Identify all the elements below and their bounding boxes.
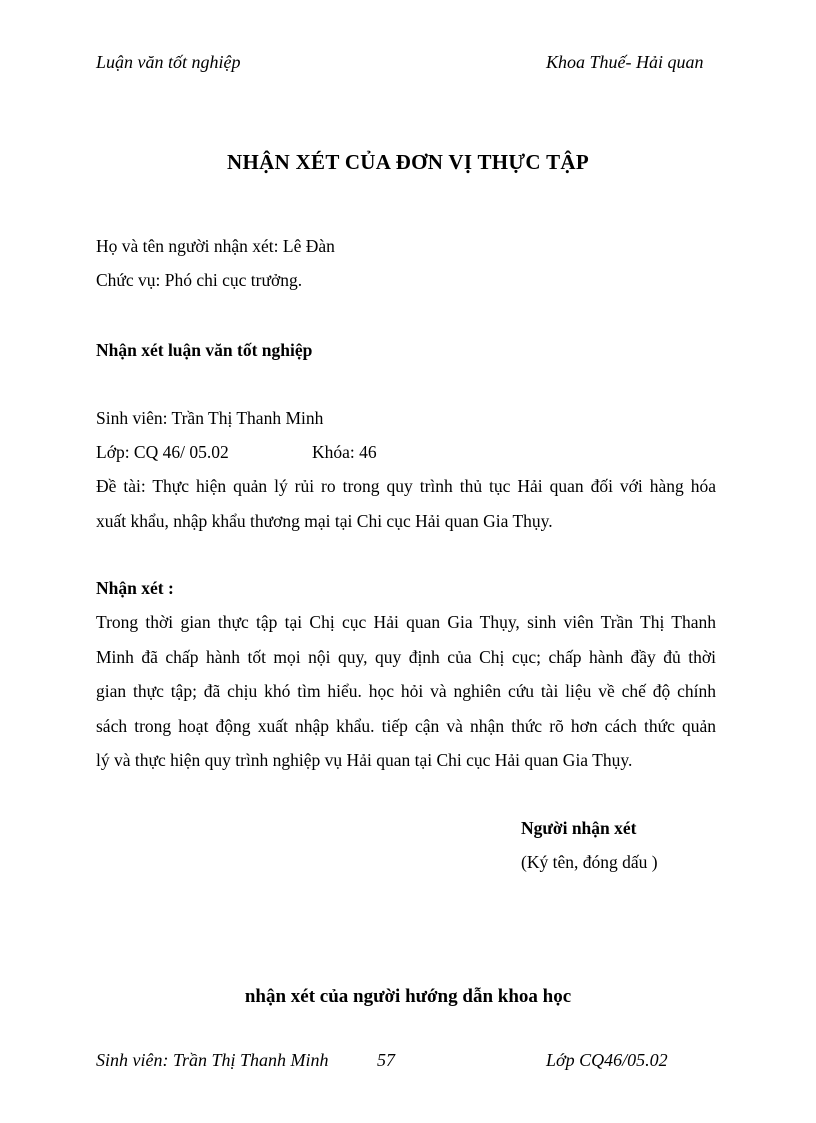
topic-line: Đề tài: Thực hiện quản lý rủi ro trong quy trình thủ tục Hải quan đối với hàng hóa (96, 476, 716, 496)
comment-line: gian thực tập; đã chịu khó tìm hiểu. học hỏi và nghiên cứu tài liệu về chế độ chính (96, 681, 716, 701)
footer-class: Lớp CQ46/05.02 (546, 1050, 668, 1070)
footer-student: Sinh viên: Trần Thị Thanh Minh (96, 1050, 329, 1070)
header-left: Luận văn tốt nghiệp (96, 52, 241, 72)
comment-heading: Nhận xét : (96, 578, 174, 598)
page-number: 57 (377, 1050, 395, 1070)
student-class: Lớp: CQ 46/ 05.02 (96, 442, 229, 462)
thesis-heading: Nhận xét luận văn tốt nghiệp (96, 340, 313, 360)
comment-line: sách trong hoạt động xuất nhập khẩu. tiếp cận và nhận thức rõ hơn cách thức quản (96, 715, 716, 736)
topic-line: xuất khẩu, nhập khẩu thương mại tại Chi cục Hải quan Gia Thụy. (96, 510, 553, 531)
page-title: NHẬN XÉT CỦA ĐƠN VỊ THỰC TẬP (227, 150, 589, 174)
thesis-topic (96, 469, 716, 538)
advisor-heading: nhận xét của người hướng dẫn khoa học (244, 986, 572, 1007)
signature-title: Người nhận xét (521, 818, 637, 838)
comment-body (96, 605, 716, 778)
reviewer-position: Chức vụ: Phó chi cục trưởng. (96, 270, 303, 290)
header-right: Khoa Thuế- Hải quan (546, 52, 704, 72)
signature-note: (Ký tên, đóng dấu ) (521, 852, 658, 872)
reviewer-name: Họ và tên người nhận xét: Lê Đàn (96, 236, 335, 256)
student-name: Sinh viên: Trần Thị Thanh Minh (96, 408, 324, 428)
comment-line: Trong thời gian thực tập tại Chị cục Hải quan Gia Thụy, sinh viên Trần Thị Thanh (96, 612, 716, 632)
comment-line: lý và thực hiện quy trình nghiệp vụ Hải quan tại Chi cục Hải quan Gia Thụy. (96, 750, 633, 770)
comment-line: Minh đã chấp hành tốt mọi nội quy, quy định của Chị cục; chấp hành đầy đủ thời (96, 646, 716, 667)
student-course: Khóa: 46 (312, 442, 377, 462)
